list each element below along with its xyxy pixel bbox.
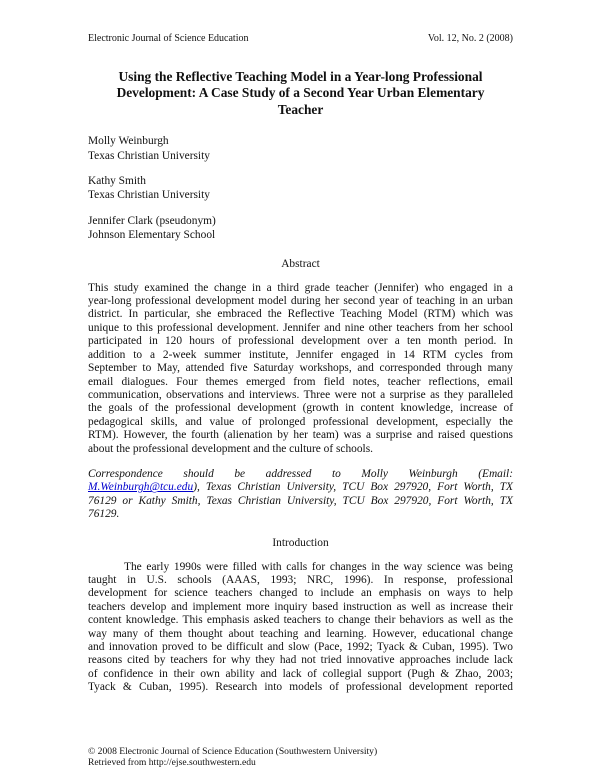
- email-link[interactable]: M.Weinburgh@tcu.edu: [88, 481, 194, 494]
- author-affiliation: Texas Christian University: [88, 149, 210, 162]
- introduction-line: development for science teachers changed to include an emphasis on ways to help: [88, 587, 513, 600]
- introduction-line: teachers develop and implement more inquiry based instruction as well as increase their: [88, 600, 513, 613]
- retrieved-from: Retrieved from http://ejse.southwestern.edu: [88, 756, 256, 768]
- introduction-line: Tyack & Cuban, 1995). Research into models of professional development reported: [88, 681, 513, 694]
- volume-issue: Vol. 12, No. 2 (2008): [427, 33, 513, 44]
- abstract-line: the goals of the professional development (growth in content knowledge, increase of: [88, 402, 513, 415]
- introduction-line: content knowledge. This emphasis asked teachers to change their behaviors as well as the: [88, 614, 513, 627]
- abstract-line: September to May, attended five Saturday workshops, and corresponded through many: [88, 362, 513, 375]
- abstract-line: This study examined the change in a third grade teacher (Jennifer) who engaged in a: [88, 281, 513, 294]
- abstract-line: email dialogues. Four themes emerged from field notes, teacher reflections, email: [88, 375, 513, 388]
- title-line: Teacher: [277, 101, 324, 117]
- introduction-line: taught in U.S. schools (AAAS, 1993; NRC, 1996). In response, professional: [88, 573, 513, 586]
- introduction-line: of confidence in their own ability and lack of collegial support (Pugh & Zhao, 2003;: [88, 667, 513, 680]
- author-affiliation: Johnson Elementary School: [88, 229, 216, 242]
- abstract-text: [88, 282, 513, 456]
- introduction-text: [88, 561, 513, 695]
- abstract-line: about the professional development and the culture of schools.: [88, 442, 374, 455]
- running-header: [88, 33, 513, 45]
- correspondence-line: 76129 or Kathy Smith, Texas Christian University, TCU Box 297920, Fort Worth, TX: [88, 494, 513, 507]
- introduction-line: reasons cited by teachers for why they had not tried innovative approaches include lack: [88, 654, 513, 667]
- introduction-line: way many of them thought about teaching and learning. However, educational change: [88, 627, 513, 640]
- page-footer: [88, 747, 513, 768]
- correspondence-line-rest: ), Texas Christian University, TCU Box 297920, Fort Worth, TX: [193, 481, 513, 494]
- abstract-line: year-long professional development model during her second year of teaching in an urban: [88, 295, 513, 308]
- author-name: Molly Weinburgh: [88, 135, 169, 148]
- correspondence-line: [88, 481, 513, 494]
- title-line: Development: A Case Study of a Second Year Urban Elementary: [116, 85, 485, 101]
- introduction-line: and innovation proved to be difficult and slow (Pace, 1992; Tyack & Cuban, 1995). Two: [88, 641, 513, 653]
- paper-title: [88, 69, 513, 118]
- title-line: Using the Reflective Teaching Model in a Year-long Professional: [118, 69, 483, 84]
- author-block-1: [88, 134, 513, 163]
- main-content: [88, 69, 513, 695]
- copyright-notice: © 2008 Electronic Journal of Science Education (Southwestern University): [88, 746, 378, 757]
- journal-name: Electronic Journal of Science Education: [88, 33, 249, 44]
- author-affiliation: Texas Christian University: [88, 189, 210, 202]
- author-block-2: [88, 174, 513, 203]
- author-name: Jennifer Clark (pseudonym): [88, 214, 216, 227]
- author-name: Kathy Smith: [88, 175, 146, 188]
- author-block-3: [88, 214, 513, 243]
- abstract-line: participated in 120 hours of professional development over a ten month period. In: [88, 335, 513, 348]
- abstract-line: addition to a 2-week summer institute, Jennifer engaged in 14 RTM cycles from: [88, 348, 513, 361]
- abstract-line: RTM). However, the fourth (alienation by her team) was a surprise and raised questions: [88, 429, 513, 442]
- introduction-line: The early 1990s were filled with calls for changes in the way science was being: [124, 560, 513, 573]
- abstract-line: district. In particular, she embraced the Reflective Teaching Model (RTM) which was: [88, 308, 513, 321]
- abstract-line: pedagogical skills, and value of prolonged professional development, especially the: [88, 415, 513, 428]
- correspondence-line: 76129.: [88, 508, 120, 521]
- abstract-line: communication, observations and interviews. Three were not a surprise as they paralleled: [88, 388, 513, 401]
- abstract-heading: Abstract: [281, 257, 320, 270]
- correspondence-note: [88, 468, 513, 522]
- introduction-heading: Introduction: [272, 536, 329, 549]
- correspondence-line: Correspondence should be addressed to Molly Weinburgh (Email:: [88, 467, 513, 480]
- abstract-line: unique to this professional development. Jennifer and nine other teachers from her school: [88, 321, 513, 334]
